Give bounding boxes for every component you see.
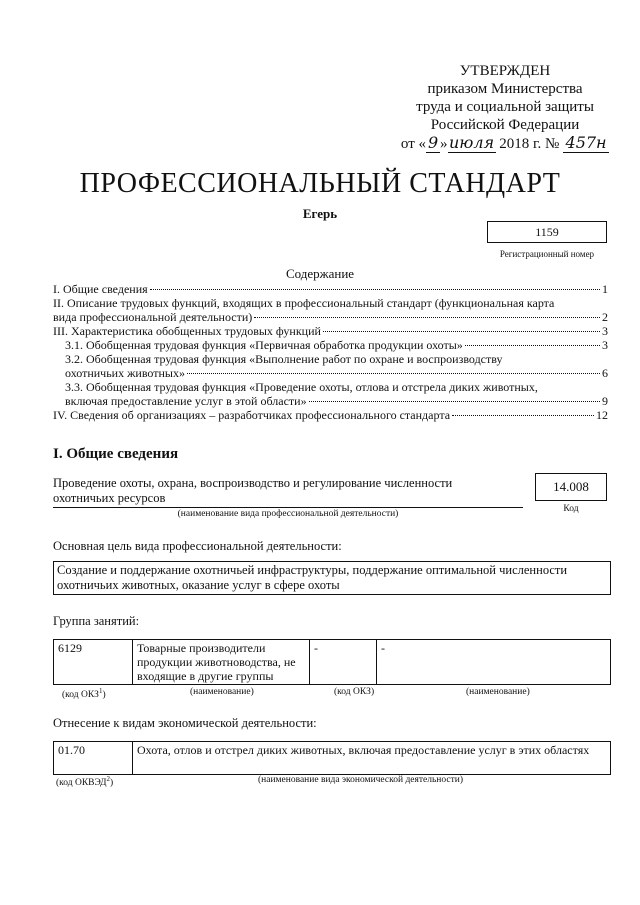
goal-box: [53, 561, 611, 595]
toc-item-page: 1: [602, 282, 608, 296]
section-heading: I. Общие сведения: [53, 446, 179, 462]
date-month: июля: [448, 133, 495, 152]
toc-item-text-cont: охотничьих животных»: [65, 366, 185, 380]
toc-item-text: IV. Сведения об организациях – разработчиках профессионального стандарта: [53, 408, 451, 422]
table-row: [54, 742, 611, 775]
activity-line-2: охотничьих ресурсов: [53, 491, 166, 505]
toc-heading: Содержание: [285, 266, 355, 281]
toc-item[interactable]: [53, 352, 608, 380]
approval-block: [385, 62, 625, 153]
date-year: 2018 г. №: [499, 136, 560, 152]
okved-name-caption: (наименование вида экономической деятельности): [258, 775, 463, 785]
activity-code: 14.008: [535, 473, 607, 501]
code-caption: Код: [563, 504, 579, 514]
okved-table: [53, 741, 611, 775]
occupation-group-table: [53, 639, 611, 685]
okved-label: Отнесение к видам экономической деятельности:: [53, 716, 317, 730]
okz-code-caption: (код ОКЗ$^1$): [62, 687, 106, 701]
okz-name-caption-2: (наименование): [466, 687, 530, 697]
okved-code-caption: (код ОКВЭД$^2$): [56, 775, 114, 789]
okz-name-caption: (наименование): [190, 687, 254, 697]
date-prefix: от «: [400, 136, 427, 152]
registration-number: 1159: [487, 221, 607, 243]
approval-line-4: Российской Федерации: [430, 117, 580, 133]
activity-caption: (наименование вида профессиональной деятельности): [177, 509, 399, 519]
toc-item-page: 6: [602, 366, 608, 380]
date-day: 9: [427, 133, 439, 152]
okved-code: 01.70: [54, 742, 133, 775]
okz-code-2: -: [310, 640, 377, 685]
toc-item[interactable]: [53, 408, 608, 422]
toc-item-text: I. Общие сведения: [53, 282, 148, 296]
okz-name-1: Товарные производители продукции животноводства, не входящие в другие группы: [133, 640, 310, 685]
activity-name: [53, 476, 523, 506]
toc-item[interactable]: [53, 380, 608, 408]
date-mid: »: [440, 136, 448, 152]
toc-item-page: 2: [602, 310, 608, 324]
toc-item-page: 3: [602, 338, 608, 352]
toc-item[interactable]: [53, 296, 608, 324]
group-label: Группа занятий:: [53, 614, 140, 628]
toc-item[interactable]: [53, 282, 608, 296]
toc-item[interactable]: [53, 338, 608, 352]
document-subtitle: Егерь: [302, 206, 338, 221]
toc-item-text: II. Описание трудовых функций, входящих в профессиональный стандарт (функциональная карта: [53, 296, 555, 310]
activity-line-1: Проведение охоты, охрана, воспроизводство и регулирование численности: [53, 476, 453, 490]
okz-name-2: -: [377, 640, 611, 685]
toc-item-page: 3: [602, 324, 608, 338]
approval-line-3: труда и социальной защиты: [416, 99, 594, 115]
document-title: ПРОФЕССИОНАЛЬНЫЙ СТАНДАРТ: [79, 168, 561, 199]
goal-line-1: Создание и поддержание охотничьей инфраструктуры, поддержание оптимальной численности: [57, 563, 568, 577]
registration-caption: Регистрационный номер: [499, 249, 595, 259]
table-of-contents: [53, 282, 608, 422]
toc-item-page: 9: [602, 394, 608, 408]
okz-code-1: 6129: [54, 640, 133, 685]
approval-line-2: приказом Министерства: [427, 81, 583, 97]
approval-date-line: [385, 134, 625, 153]
toc-item-page: 12: [596, 408, 608, 422]
approval-line-1: УТВЕРЖДЕН: [459, 63, 551, 79]
table-row: [54, 640, 611, 685]
goal-line-2: охотничьих животных, оказание услуг в сфере охоты: [57, 578, 340, 592]
order-number: 457н: [563, 134, 609, 153]
toc-item-text-cont: включая предоставление услуг в этой области»: [65, 394, 307, 408]
goal-label: Основная цель вида профессиональной деятельности:: [53, 539, 342, 553]
toc-item-text-cont: вида профессиональной деятельности): [53, 310, 253, 324]
toc-item-text: 3.3. Обобщенная трудовая функция «Проведение охоты, отлова и отстрела диких животных,: [65, 380, 538, 394]
toc-item-text: 3.2. Обобщенная трудовая функция «Выполнение работ по охране и воспроизводству: [65, 352, 503, 366]
okz-code-caption-2: (код ОКЗ): [334, 687, 375, 697]
okved-name: Охота, отлов и отстрел диких животных, включая предоставление услуг в этих областях: [133, 742, 611, 775]
toc-item[interactable]: [53, 324, 608, 338]
toc-item-text: 3.1. Обобщенная трудовая функция «Первичная обработка продукции охоты»: [65, 338, 463, 352]
toc-item-text: III. Характеристика обобщенных трудовых функций: [53, 324, 321, 338]
